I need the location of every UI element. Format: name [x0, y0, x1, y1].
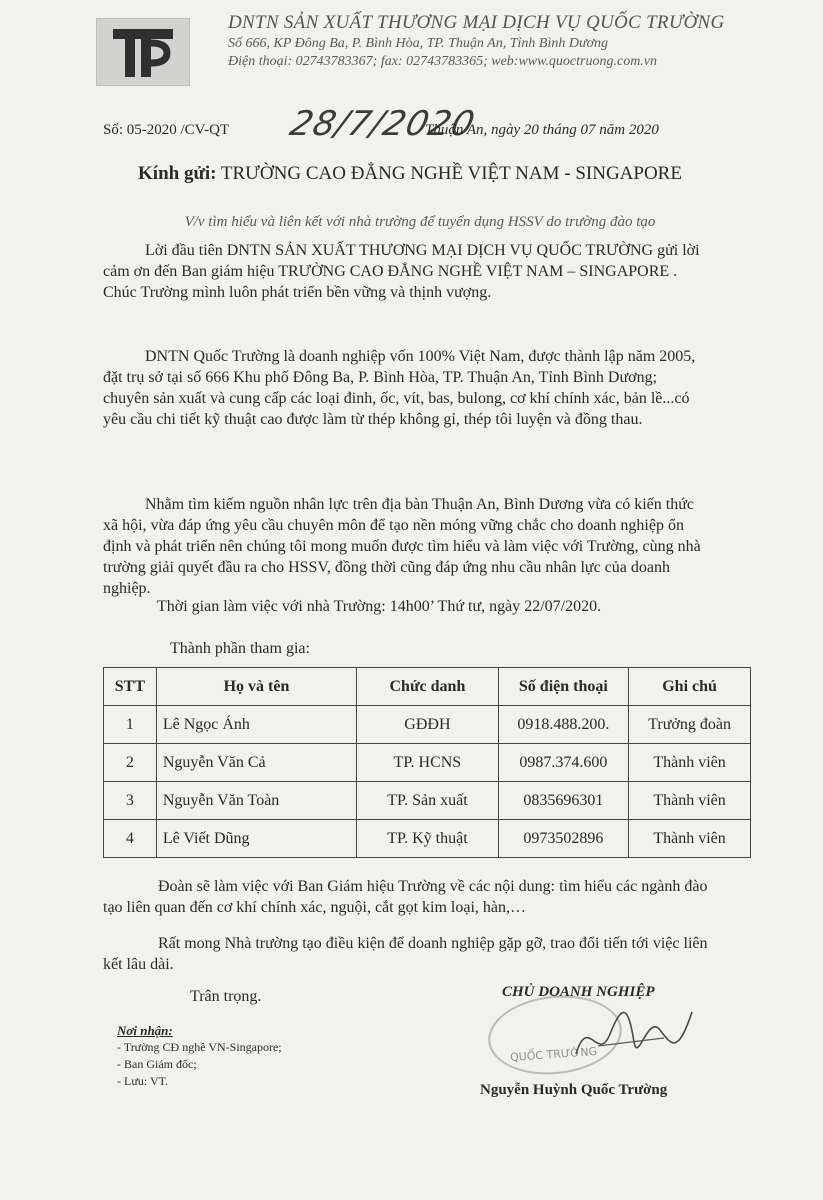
- addressee-label: Kính gửi:: [138, 163, 217, 184]
- company-name: DNTN SẢN XUẤT THƯƠNG MẠI DỊCH VỤ QUỐC TRƯỜNG: [228, 12, 725, 33]
- cell-name: Nguyễn Văn Toàn: [156, 782, 356, 820]
- reference-line: [103, 104, 803, 158]
- recipient-item: - Ban Giám đốc;: [117, 1057, 197, 1071]
- document-number: Số: 05-2020 /CV-QT: [103, 122, 230, 138]
- cell-note: Trưởng đoàn: [629, 706, 751, 744]
- header-name: Họ và tên: [156, 668, 356, 706]
- recipient-item: - Trường CĐ nghề VN-Singapore;: [117, 1040, 282, 1054]
- handwritten-date: 28/7/2020: [286, 104, 480, 144]
- table-row: [104, 820, 751, 858]
- handwritten-signature: [568, 994, 698, 1074]
- participants-table: [103, 667, 751, 858]
- logo-mark-icon: [97, 19, 189, 85]
- cell-name: Lê Ngọc Ánh: [156, 706, 356, 744]
- cell-stt: 4: [104, 820, 157, 858]
- header-phone: Số điện thoại: [498, 668, 629, 706]
- company-logo: [96, 18, 190, 86]
- table-row: [104, 782, 751, 820]
- company-contact: Điện thoại: 02743783367; fax: 02743783365; web:www.quoctruong.com.vn: [228, 54, 658, 69]
- header-stt: STT: [104, 668, 157, 706]
- header-note: Ghi chú: [629, 668, 751, 706]
- paragraph-meeting-time: Thời gian làm việc với nhà Trường: 14h00’ Thứ tư, ngày 22/07/2020.: [157, 598, 602, 615]
- recipient-item: - Lưu: VT.: [117, 1074, 169, 1088]
- addressee-name: TRƯỜNG CAO ĐẲNG NGHỀ VIỆT NAM - SINGAPORE: [220, 163, 682, 184]
- cell-note: Thành viên: [629, 820, 751, 858]
- cell-role: TP. HCNS: [357, 744, 498, 782]
- cell-stt: 2: [104, 744, 157, 782]
- table-row: [104, 706, 751, 744]
- cell-note: Thành viên: [629, 782, 751, 820]
- place-and-date: Thuận An, ngày 20 tháng 07 năm 2020: [425, 122, 659, 138]
- cell-phone: 0987.374.600: [498, 744, 629, 782]
- cell-note: Thành viên: [629, 744, 751, 782]
- recipients-title: Nơi nhận:: [117, 1023, 173, 1038]
- cell-role: TP. Kỹ thuật: [357, 820, 498, 858]
- subject-line: V/v tìm hiểu và liên kết với nhà trường để tuyển dụng HSSV do trường đào tạo: [184, 214, 656, 230]
- recipients-block: [117, 1022, 282, 1090]
- cell-phone: 0973502896: [498, 820, 629, 858]
- signer-role: CHỦ DOANH NGHIỆP: [502, 984, 655, 1000]
- cell-phone: 0918.488.200.: [498, 706, 629, 744]
- cell-name: Nguyễn Văn Cả: [156, 744, 356, 782]
- paragraph-participants: Thành phần tham gia:: [170, 640, 310, 657]
- stamp-text: QUỐC TRƯỜNG: [509, 1044, 598, 1065]
- company-header: [228, 12, 808, 70]
- paragraph-agenda: Đoàn sẽ làm việc với Ban Giám hiệu Trường về các nội dung: tìm hiểu các ngành đào tạo liên quan đến cơ khí chính xác, nguội, cắt gọt kim loại, hàn,…: [103, 878, 708, 916]
- closing-greeting: Trân trọng.: [190, 988, 262, 1005]
- signer-name: Nguyễn Huỳnh Quốc Trường: [480, 1082, 668, 1098]
- cell-phone: 0835696301: [498, 782, 629, 820]
- cell-stt: 1: [104, 706, 157, 744]
- company-address: Số 666, KP Đông Ba, P. Bình Hòa, TP. Thuận An, Tỉnh Bình Dương: [228, 36, 609, 51]
- paragraph-intro: Lời đầu tiên DNTN SẢN XUẤT THƯƠNG MẠI DỊCH VỤ QUỐC TRƯỜNG gửi lời cảm ơn đến Ban giám hiệu TRƯỜNG CAO ĐẲNG NGHỀ VIỆT NAM – SINGAPORE . Chúc Trường mình luôn phát triển bền vững và thịnh vượng.: [103, 242, 700, 301]
- cell-name: Lê Viết Dũng: [156, 820, 356, 858]
- header-role: Chức danh: [357, 668, 498, 706]
- paragraph-purpose: Nhằm tìm kiếm nguồn nhân lực trên địa bàn Thuận An, Bình Dương vừa có kiến thức xã hội, vừa đáp ứng yêu cầu chuyên môn để tạo nền móng vững chắc cho doanh nghiệp ổn định và phát triển nên chúng tôi mong muốn được tìm hiểu và làm việc với Trường, cùng nhà trường giải quyết đầu ra cho HSSV, đồng thời cũng đáp ứng nhu cầu nhân lực của doanh nghiệp.: [103, 496, 701, 597]
- cell-stt: 3: [104, 782, 157, 820]
- cell-role: TP. Sản xuất: [357, 782, 498, 820]
- paragraph-request: Rất mong Nhà trường tạo điều kiện để doanh nghiệp gặp gỡ, trao đổi tiến tới việc liên kết lâu dài.: [103, 935, 708, 973]
- table-row: [104, 744, 751, 782]
- addressee: [90, 162, 730, 186]
- paragraph-company: DNTN Quốc Trường là doanh nghiệp vốn 100% Việt Nam, được thành lập năm 2005, đặt trụ sở tại số 666 Khu phố Đông Ba, P. Bình Hòa, TP. Thuận An, Tỉnh Bình Dương; chuyên sản xuất và cung cấp các loại đinh, ốc, vít, bas, bulong, cơ khí chính xác, bản lề...có yêu cầu chi tiết kỹ thuật cao được làm từ thép không gỉ, thép tôi luyện và đồng thau.: [103, 348, 696, 428]
- cell-role: GĐĐH: [357, 706, 498, 744]
- table-header-row: [104, 668, 751, 706]
